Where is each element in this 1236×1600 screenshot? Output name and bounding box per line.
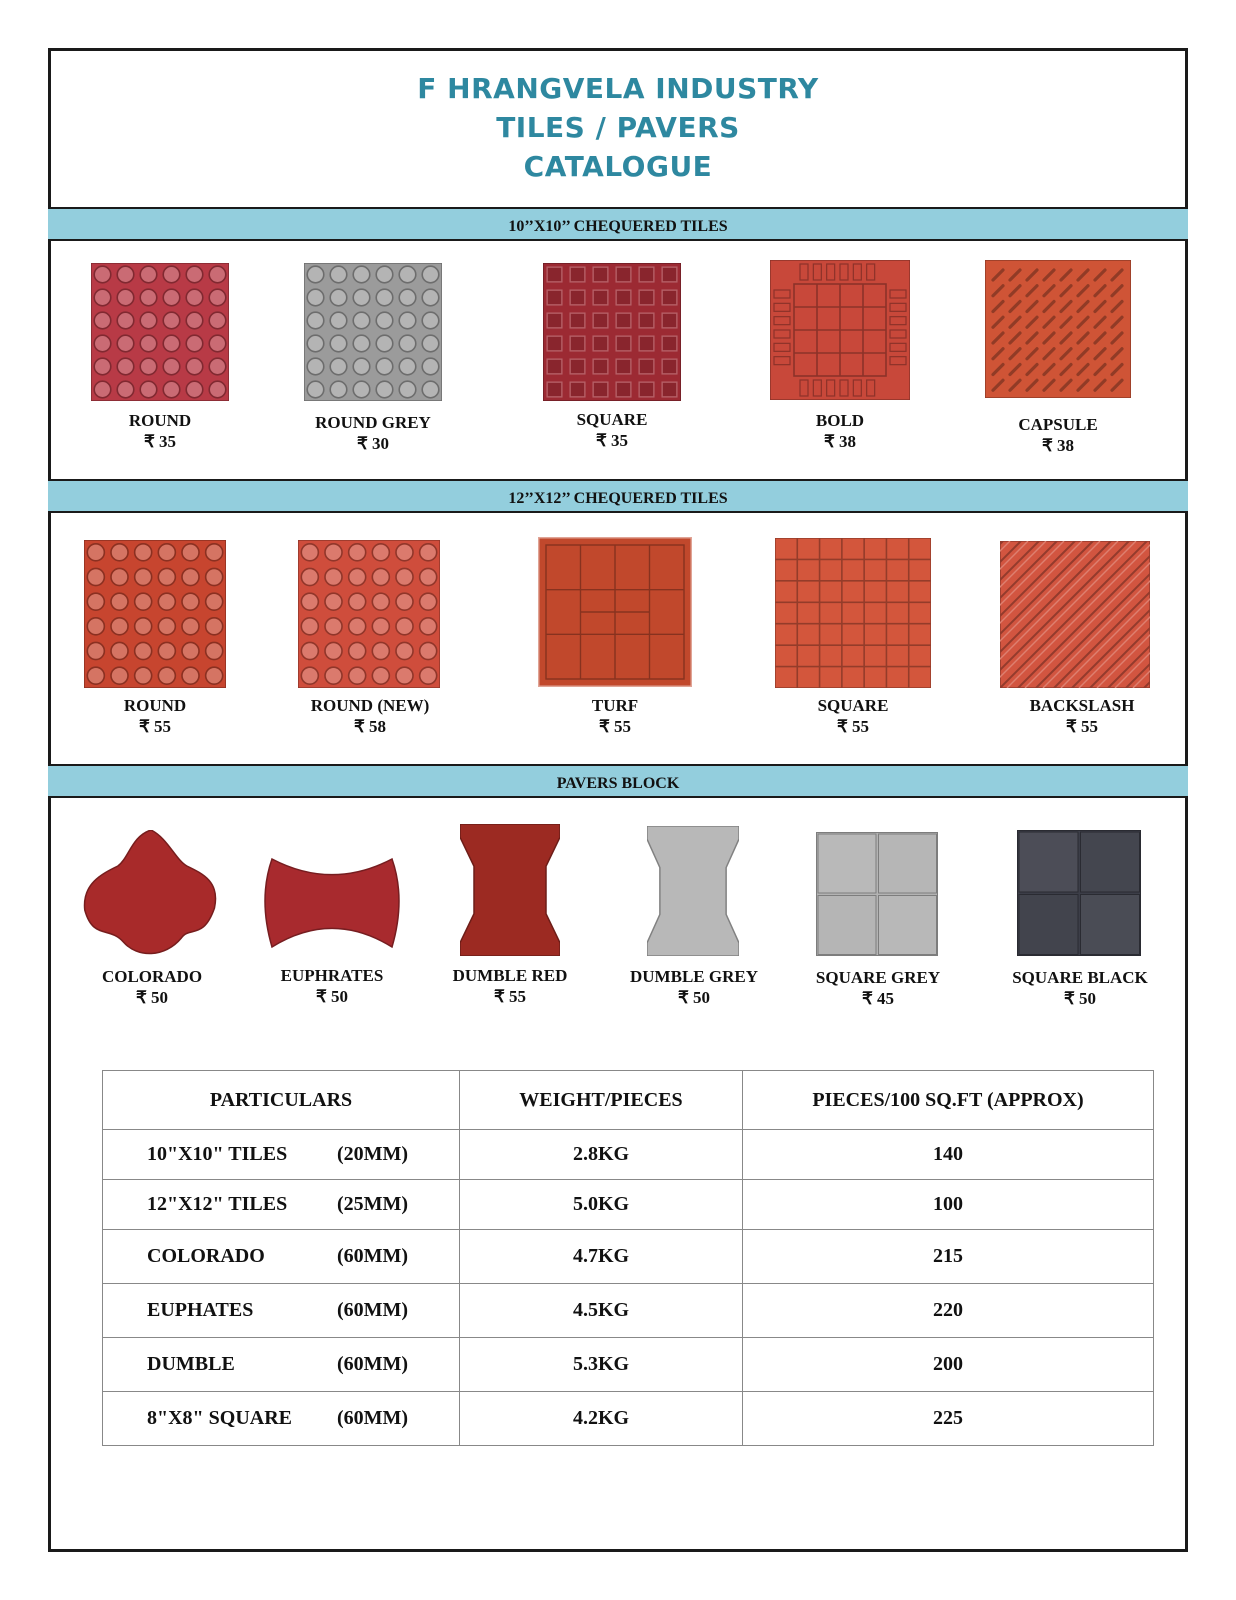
paver-image-dumble-grey: [647, 826, 739, 956]
weight-cell: 4.5KG: [460, 1284, 743, 1338]
weight-cell: 5.0KG: [460, 1180, 743, 1230]
tile-image-square: [543, 263, 681, 401]
particulars-cell: 12"X12" TILES (25MM): [103, 1180, 460, 1230]
tile-label-round: ROUND ₹ 35: [128, 411, 192, 451]
tile-label-turf: TURF ₹ 55: [591, 696, 639, 736]
catalogue-subtitle: TILES / PAVERS: [496, 111, 740, 144]
tile-label-round-12: ROUND ₹ 55: [123, 696, 187, 736]
section-header-10x10: 10’’X10’’ CHEQUERED TILES: [48, 207, 1188, 241]
paver-image-dumble-red: [460, 824, 560, 956]
pieces-cell: 220: [743, 1284, 1154, 1338]
weight-cell: 5.3KG: [460, 1338, 743, 1392]
paver-label-square-grey: SQUARE GREY ₹ 45: [815, 968, 941, 1008]
header-pieces: PIECES/100 SQ.FT (APPROX): [743, 1071, 1154, 1130]
section-header-pavers: PAVERS BLOCK: [48, 764, 1188, 798]
pieces-cell: 225: [743, 1392, 1154, 1446]
pieces-cell: 140: [743, 1130, 1154, 1180]
tile-image-round: [91, 263, 229, 401]
particulars-cell: COLORADO (60MM): [103, 1230, 460, 1284]
paver-label-square-black: SQUARE BLACK ₹ 50: [1012, 968, 1148, 1008]
paver-image-square-black: [1017, 830, 1141, 956]
paver-label-dumble-grey: DUMBLE GREY ₹ 50: [630, 967, 758, 1007]
tile-image-round-new: [298, 540, 440, 688]
tile-image-turf: [538, 537, 692, 687]
tile-image-round-12: [84, 540, 226, 688]
tile-label-square: SQUARE ₹ 35: [576, 410, 648, 450]
paver-label-colorado: COLORADO ₹ 50: [101, 967, 203, 1007]
tile-label-round-new: ROUND (NEW) ₹ 58: [310, 696, 430, 736]
tile-image-round-grey: [304, 263, 442, 401]
table-row: [103, 1338, 1154, 1392]
paver-image-square-grey: [816, 832, 938, 956]
header-particulars: PARTICULARS: [103, 1071, 460, 1130]
tile-label-bold: BOLD ₹ 38: [815, 411, 865, 451]
particulars-cell: 8"X8" SQUARE (60MM): [103, 1392, 460, 1446]
particulars-cell: 10"X10" TILES (20MM): [103, 1130, 460, 1180]
tile-label-square-12: SQUARE ₹ 55: [817, 696, 889, 736]
tile-label-round-grey: ROUND GREY ₹ 30: [315, 413, 431, 453]
header-weight: WEIGHT/PIECES: [460, 1071, 743, 1130]
tile-label-capsule: CAPSULE ₹ 38: [1018, 415, 1098, 455]
catalogue-title: CATALOGUE: [523, 150, 713, 183]
pieces-cell: 200: [743, 1338, 1154, 1392]
tile-image-capsule: [985, 260, 1131, 398]
weight-cell: 2.8KG: [460, 1130, 743, 1180]
paver-label-euphrates: EUPHRATES ₹ 50: [280, 966, 384, 1006]
paver-image-colorado: [82, 830, 220, 960]
company-name: F HRANGVELA INDUSTRY: [417, 72, 819, 105]
table-row: [103, 1130, 1154, 1180]
particulars-cell: EUPHATES (60MM): [103, 1284, 460, 1338]
table-row: [103, 1392, 1154, 1446]
specifications-table: [102, 1070, 1154, 1446]
paver-image-euphrates: [262, 845, 402, 953]
particulars-cell: DUMBLE (60MM): [103, 1338, 460, 1392]
weight-cell: 4.7KG: [460, 1230, 743, 1284]
pieces-cell: 100: [743, 1180, 1154, 1230]
tile-image-square-12: [775, 538, 931, 688]
pieces-cell: 215: [743, 1230, 1154, 1284]
weight-cell: 4.2KG: [460, 1392, 743, 1446]
table-row: [103, 1180, 1154, 1230]
paver-label-dumble-red: DUMBLE RED ₹ 55: [452, 966, 568, 1006]
tile-image-bold: [770, 260, 910, 400]
table-row: [103, 1230, 1154, 1284]
tile-label-backslash: BACKSLASH ₹ 55: [1029, 696, 1135, 736]
table-row: [103, 1284, 1154, 1338]
section-header-12x12: 12’’X12’’ CHEQUERED TILES: [48, 479, 1188, 513]
table-header-row: [103, 1071, 1154, 1130]
tile-image-backslash: [1000, 541, 1150, 688]
